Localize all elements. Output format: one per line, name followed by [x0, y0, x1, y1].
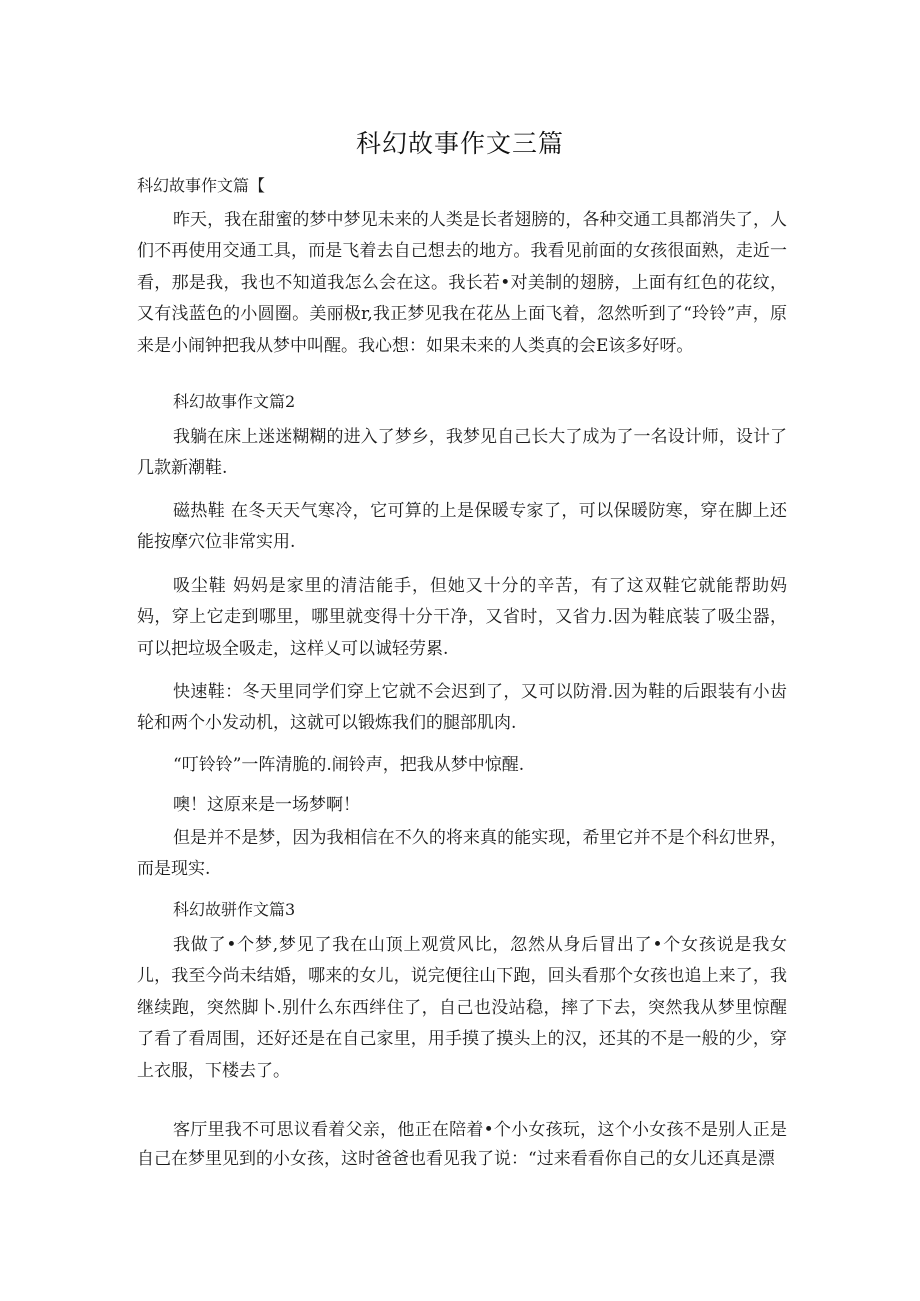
- section-heading-1: 科幻故事作文篇【: [137, 176, 266, 195]
- paragraph-2-2: 磁热鞋 在冬天天气寒冷，它可算的上是保暖专家了，可以保暖防寒，穿在脚上还能按摩穴位非常实用.: [137, 501, 787, 553]
- paragraph-2-5: “叮铃铃”一阵清脆的.闹铃声，把我从梦中惊醒.: [173, 755, 525, 775]
- paragraph-1-1: 昨天，我在甜蜜的梦中梦见未来的人类是长者翅膀的，各种交通工具都消失了，人们不再使用交通工具，而是飞着去自己想去的地方。我看见前面的女孩很面熟，走近一看，那是我，我也不知道我怎么会在这。我长若•对美制的翅膀，上面有红色的花纹，又有浅蓝色的小圆圈。美丽极r,我正梦见我在花丛上面飞着，忽然听到了“玲铃”声，原来是小闹钟把我从梦中叫醒。我心想：如果未来的人类真的会E该多好呀。: [137, 210, 787, 356]
- document-title: 科幻故事作文三篇: [355, 129, 564, 158]
- paragraph-2-1: 我躺在床上迷迷糊糊的进入了梦乡，我梦见自己长大了成为了一名设计师，设计了几款新潮鞋.: [137, 427, 787, 479]
- paragraph-2-4: 快速鞋：冬天里同学们穿上它就不会迟到了，又可以防滑.因为鞋的后跟装有小齿轮和两个小发动机，这就可以锻炼我们的腿部肌肉.: [137, 682, 787, 734]
- section-heading-2: 科幻故事作文篇2: [173, 392, 296, 411]
- section-heading-3: 科幻故骈作文篇3: [173, 900, 296, 919]
- paragraph-2-7: 但是并不是梦，因为我相信在不久的将来真的能实现，希里它并不是个科幻世界，而是现实.: [137, 828, 787, 880]
- paragraph-3-2: 客厅里我不可思议看着父亲，他正在陪着•个小女孩玩，这个小女孩不是别人正是自己在梦里见到的小女孩，这时爸爸也看见我了说：“过来看看你自己的女儿还真是漂: [137, 1120, 787, 1169]
- paragraph-2-3: 吸尘鞋 妈妈是家里的清洁能手，但她又十分的辛苦，有了这双鞋它就能帮助妈妈，穿上它走到哪里，哪里就变得十分干净，又省时，又省力.因为鞋底装了吸尘器，可以把垃圾全吸走，这样乂可以诚轻劳累.: [137, 576, 787, 659]
- paragraph-3-1: 我做了•个梦,梦见了我在山顶上观赏风比，忽然从身后冒出了•个女孩说是我女儿，我至今尚未结婚，哪来的女儿，说完便往山下跑，回头看那个女孩也追上来了，我继续跑，突然脚卜.别什么东西绊住了，自己也没站稳，摔了下去，突然我从梦里惊醒了看了看周围，还好还是在自己家里，用手摸了摸头上的汉，还其的不是一般的少，穿上衣服，下楼去了。: [137, 935, 787, 1081]
- paragraph-2-6: 噢！这原来是一场梦啊！: [173, 795, 360, 815]
